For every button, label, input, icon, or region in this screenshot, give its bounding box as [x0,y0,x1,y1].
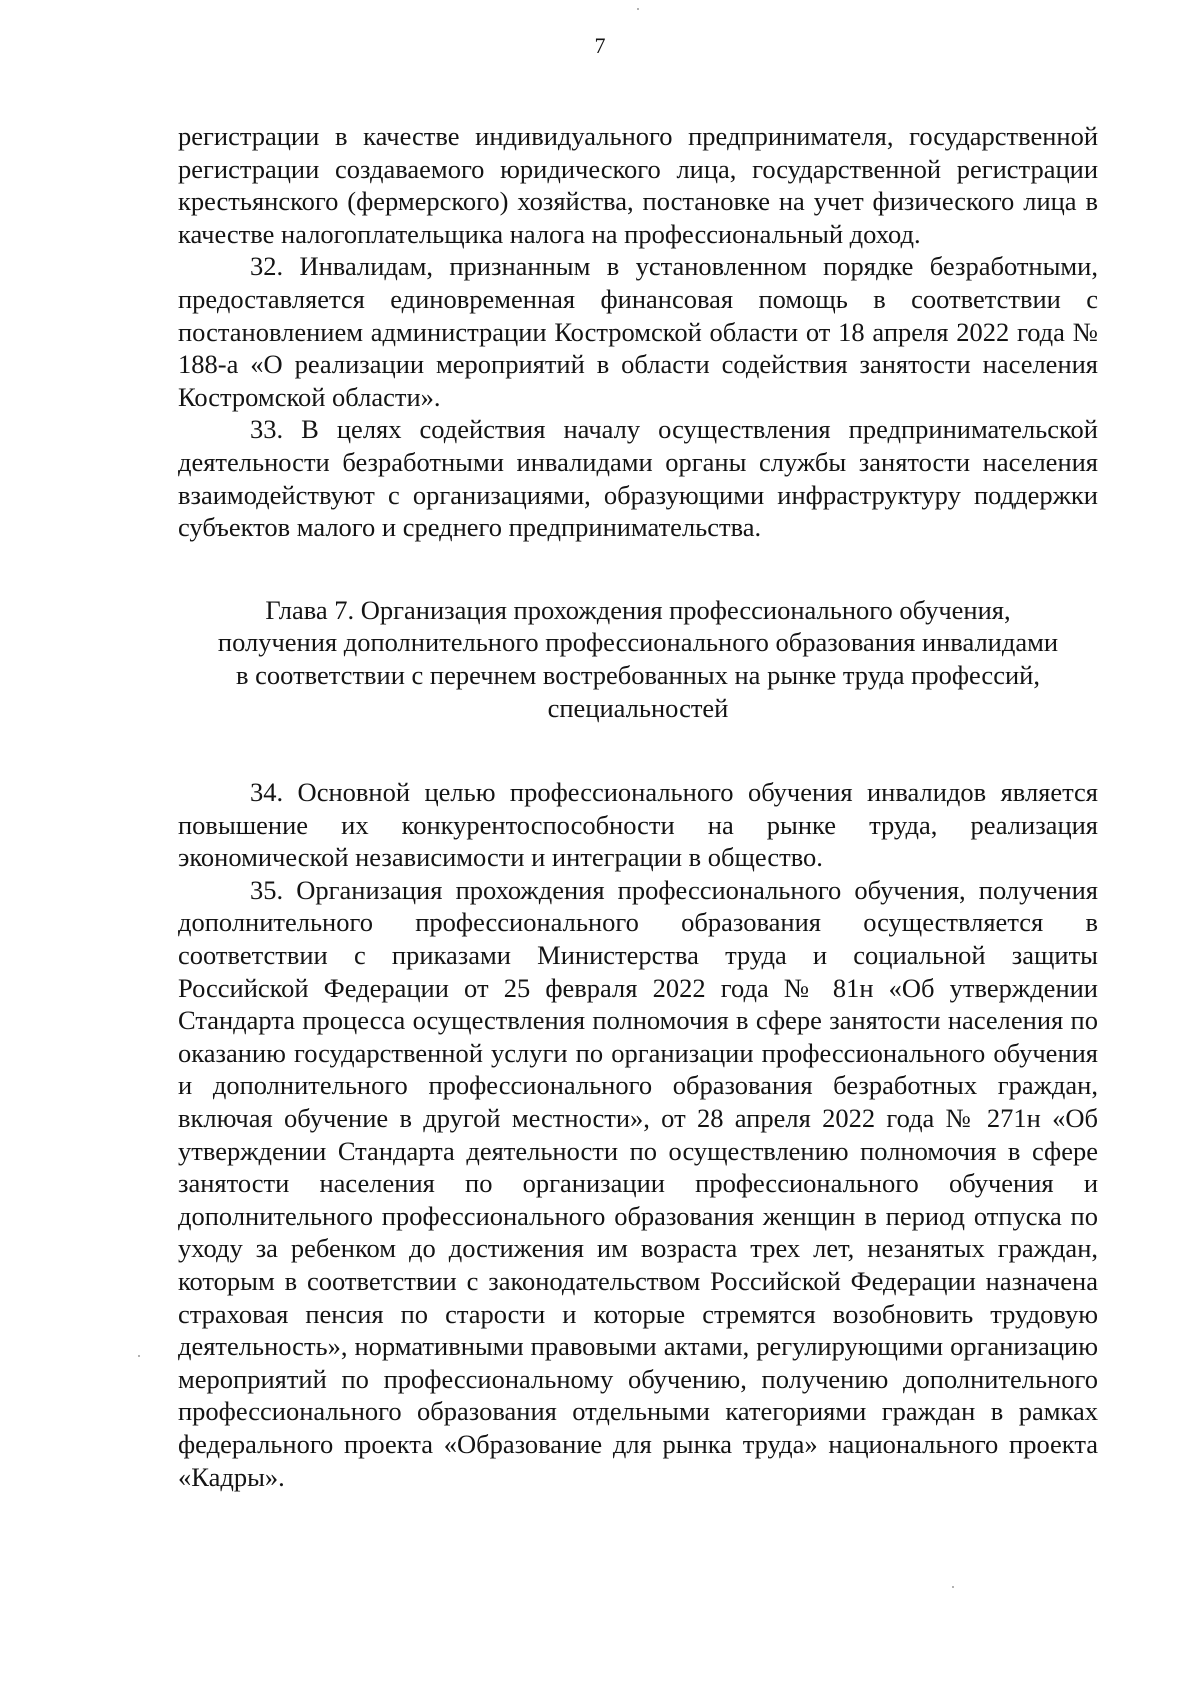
chapter-heading-line: получения дополнительного профессионального образования инвалидами [217,627,1059,658]
scan-speck [952,1586,954,1588]
document-body [178,120,1098,1493]
paragraph: 32. Инвалидам, признанным в установленном порядке безработными, предоставляется единовременная финансовая помощь в соответствии с постановлением администрации Костромской области от 18 апреля 2022 года № 188-а «О реализации мероприятий в области содействия занятости населения Костромской области». [178,251,1098,412]
section-after-heading [178,776,1098,1493]
scan-speck [138,1355,140,1357]
paragraph: 33. В целях содействия началу осуществления предпринимательской деятельности безработными инвалидами органы службы занятости населения взаимодействуют с организациями, образующими инфраструктуру поддержки субъектов малого и среднего предпринимательства. [178,414,1098,543]
scan-speck [637,8,639,10]
paragraph: 35. Организация прохождения профессионального обучения, получения дополнительного профессионального образования осуществляется в соответствии с приказами Министерства труда и социальной защиты Российской Федерации от 25 февраля 2022 года № 81н «Об утверждении Стандарта процесса осуществления полномочия в сфере занятости населения по оказанию государственной услуги по организации профессионального обучения и дополнительного профессионального образования безработных граждан, включая обучение в другой местности», от 28 апреля 2022 года № 271н «Об утверждении Стандарта деятельности по осуществлению полномочия в сфере занятости населения по организации профессионального обучения и дополнительного профессионального образования женщин в период отпуска по уходу за ребенком до достижения им возраста трех лет, незанятых граждан, которым в соответствии с законодательством Российской Федерации назначена страховая пенсия по старости и которые стремятся возобновить трудовую деятельность», нормативными правовыми актами, регулирующими организацию мероприятий по профессиональному обучению, получению дополнительного профессионального образования отдельными категориями граждан в рамках федерального проекта «Образование для рынка труда» национального проекта «Кадры». [178,874,1098,1492]
chapter-heading-line: в соответствии с перечнем востребованных на рынке труда профессий, [236,659,1040,690]
chapter-heading-line: Глава 7. Организация прохождения профессионального обучения, [265,594,1011,625]
chapter-heading [178,594,1098,724]
paragraph: регистрации в качестве индивидуального предпринимателя, государственной регистрации создаваемого юридического лица, государственной регистрации крестьянского (фермерского) хозяйства, постановке на учет физического лица в качестве налогоплательщика налога на профессиональный доход. [178,121,1098,249]
chapter-heading-line: специальностей [547,692,729,723]
section-before-heading [178,120,1098,544]
page-number: 7 [594,33,606,58]
paragraph: 34. Основной целью профессионального обучения инвалидов является повышение их конкурентоспособности на рынке труда, реализация экономической независимости и интеграции в общество. [178,777,1098,873]
